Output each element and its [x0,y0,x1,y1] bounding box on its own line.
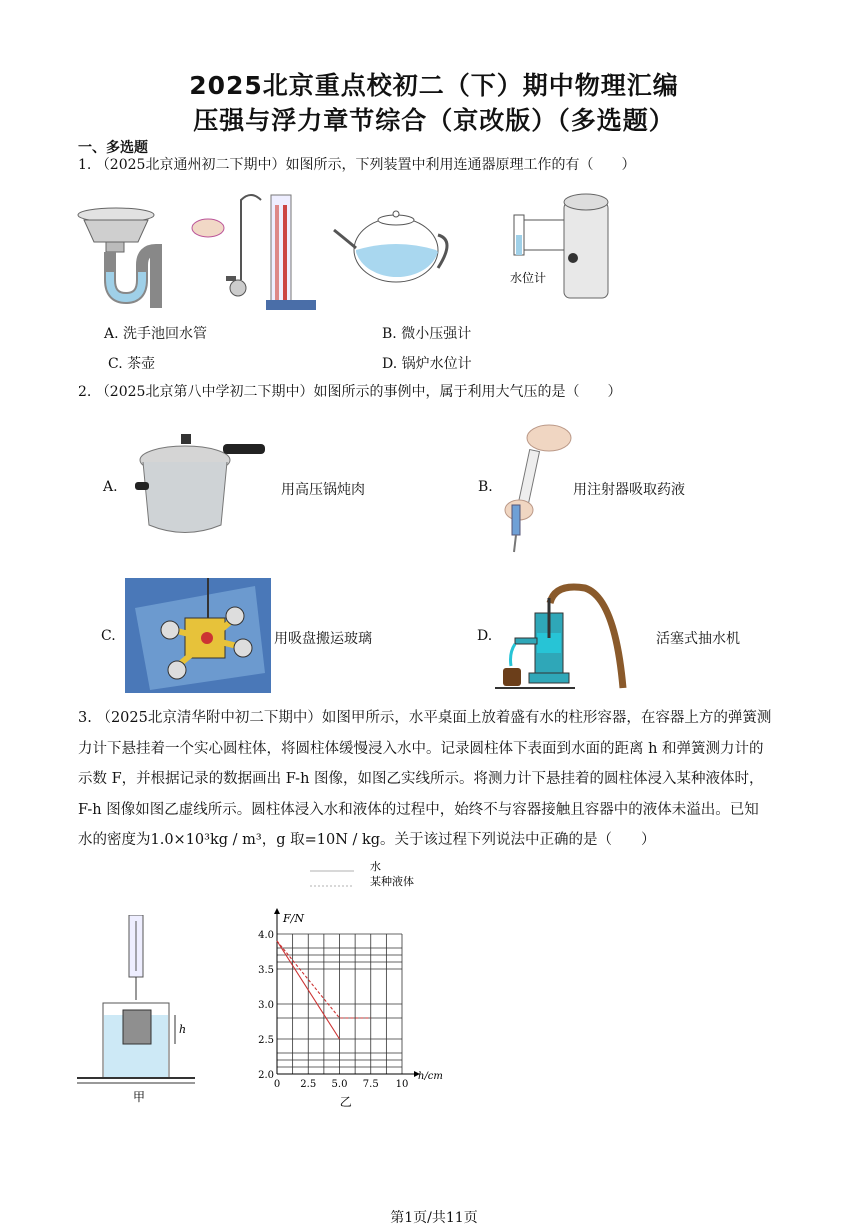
x-tick-label: 10 [395,1079,409,1090]
h-label: h [179,1023,187,1036]
q1-option-a[interactable]: A. 洗手池回水管 [104,326,208,342]
suction-cup-glass-image [125,578,271,693]
water-level-label: 水位计 [510,271,547,285]
question-1 [78,150,635,180]
y-tick-label: 4.0 [258,930,274,941]
x-tick-label: 2.5 [300,1079,317,1090]
syringe-image [494,420,574,555]
question-2 [78,377,621,407]
q2-option-d-text[interactable]: 活塞式抽水机 [656,631,740,647]
x-tick-label: 0 [273,1079,281,1090]
y-tick-label: 2.0 [258,1070,274,1081]
y-axis-arrow [274,908,280,914]
question-number: 3. [78,710,92,726]
q2-option-b-text[interactable]: 用注射器吸取药液 [573,482,685,498]
x-axis-label: h/cm [418,1071,443,1082]
figure-yi-chart [252,858,452,1110]
q2-option-c-letter[interactable]: C. [101,628,116,644]
question-number: 2. [78,384,92,400]
y-axis-label: F/N [283,912,304,925]
q2-option-a-text[interactable]: 用高压锅炖肉 [281,482,365,498]
question-3-line-5: 水的密度为1.0×10³kg / m³，g 取=10N / kg。关于该过程下列说法中正确的是（ ） [78,832,656,848]
page-subtitle: 压强与浮力章节综合（京改版）（多选题） [193,106,675,135]
page-title: 2025北京重点校初二（下）期中物理汇编 [189,71,679,100]
question-3-line-4: F-h 图像如图乙虚线所示。圆柱体浸入水和液体的过程中，始终不与容器接触且容器中的液体未溢出。已知 [78,801,759,818]
question-3 [78,703,798,856]
q2-option-b-letter[interactable]: B. [478,479,493,495]
question-3-line [78,703,798,734]
q1-figures [76,180,636,315]
y-tick-label: 3.0 [258,1000,274,1011]
legend-label: 水 [370,860,381,873]
legend-label: 某种液体 [370,875,414,888]
question-stem: （2025北京第八中学初二下期中）如图所示的事例中，属于利用大气压的是（ ） [95,384,622,400]
page-number: 第1页/共11页 [390,1210,478,1226]
question-stem: （2025北京通州初二下期中）如图所示，下列装置中利用连通器原理工作的有（ ） [95,157,636,173]
teapot-image [334,211,447,282]
boiler-image [510,194,608,298]
figure-jia [75,915,200,1105]
pressure-cooker-image [135,430,270,545]
question-3-line-3: 示数 F，并根据记录的数据画出 F-h 图像，如图乙实线所示。将测力计下悬挂着的圆柱体浸入某种液体时， [78,771,764,787]
q1-option-d[interactable]: D. 锅炉水位计 [382,356,472,372]
q1-option-b[interactable]: B. 微小压强计 [382,326,472,342]
pressure-gauge-image [192,195,316,310]
y-tick-label: 2.5 [258,1035,274,1046]
q1-option-c[interactable]: C. 茶壶 [108,356,156,372]
x-tick-label: 7.5 [362,1079,379,1090]
q2-option-c-text[interactable]: 用吸盘搬运玻璃 [274,631,372,647]
question-number: 1. [78,157,92,173]
y-tick-label: 3.5 [258,965,274,976]
q2-option-a-letter[interactable]: A. [103,479,118,495]
figure-jia-label: 甲 [133,1090,146,1104]
sink-trap-image [78,208,156,308]
question-3-line-2: 力计下悬挂着一个实心圆柱体，将圆柱体缓慢浸入水中。记录圆柱体下表面到水面的距离 h 和弹簧测力计的 [78,740,764,757]
piston-pump-image [495,578,630,693]
x-tick-label: 5.0 [331,1079,348,1090]
question-3-line-1: （2025北京清华附中初二下期中）如图甲所示，水平桌面上放着盛有水的柱形容器，在容器上方的弹簧测 [96,710,772,726]
section-heading: 一、多选题 [78,140,148,156]
q2-option-d-letter[interactable]: D. [477,628,493,644]
figure-yi-label: 乙 [339,1095,352,1109]
